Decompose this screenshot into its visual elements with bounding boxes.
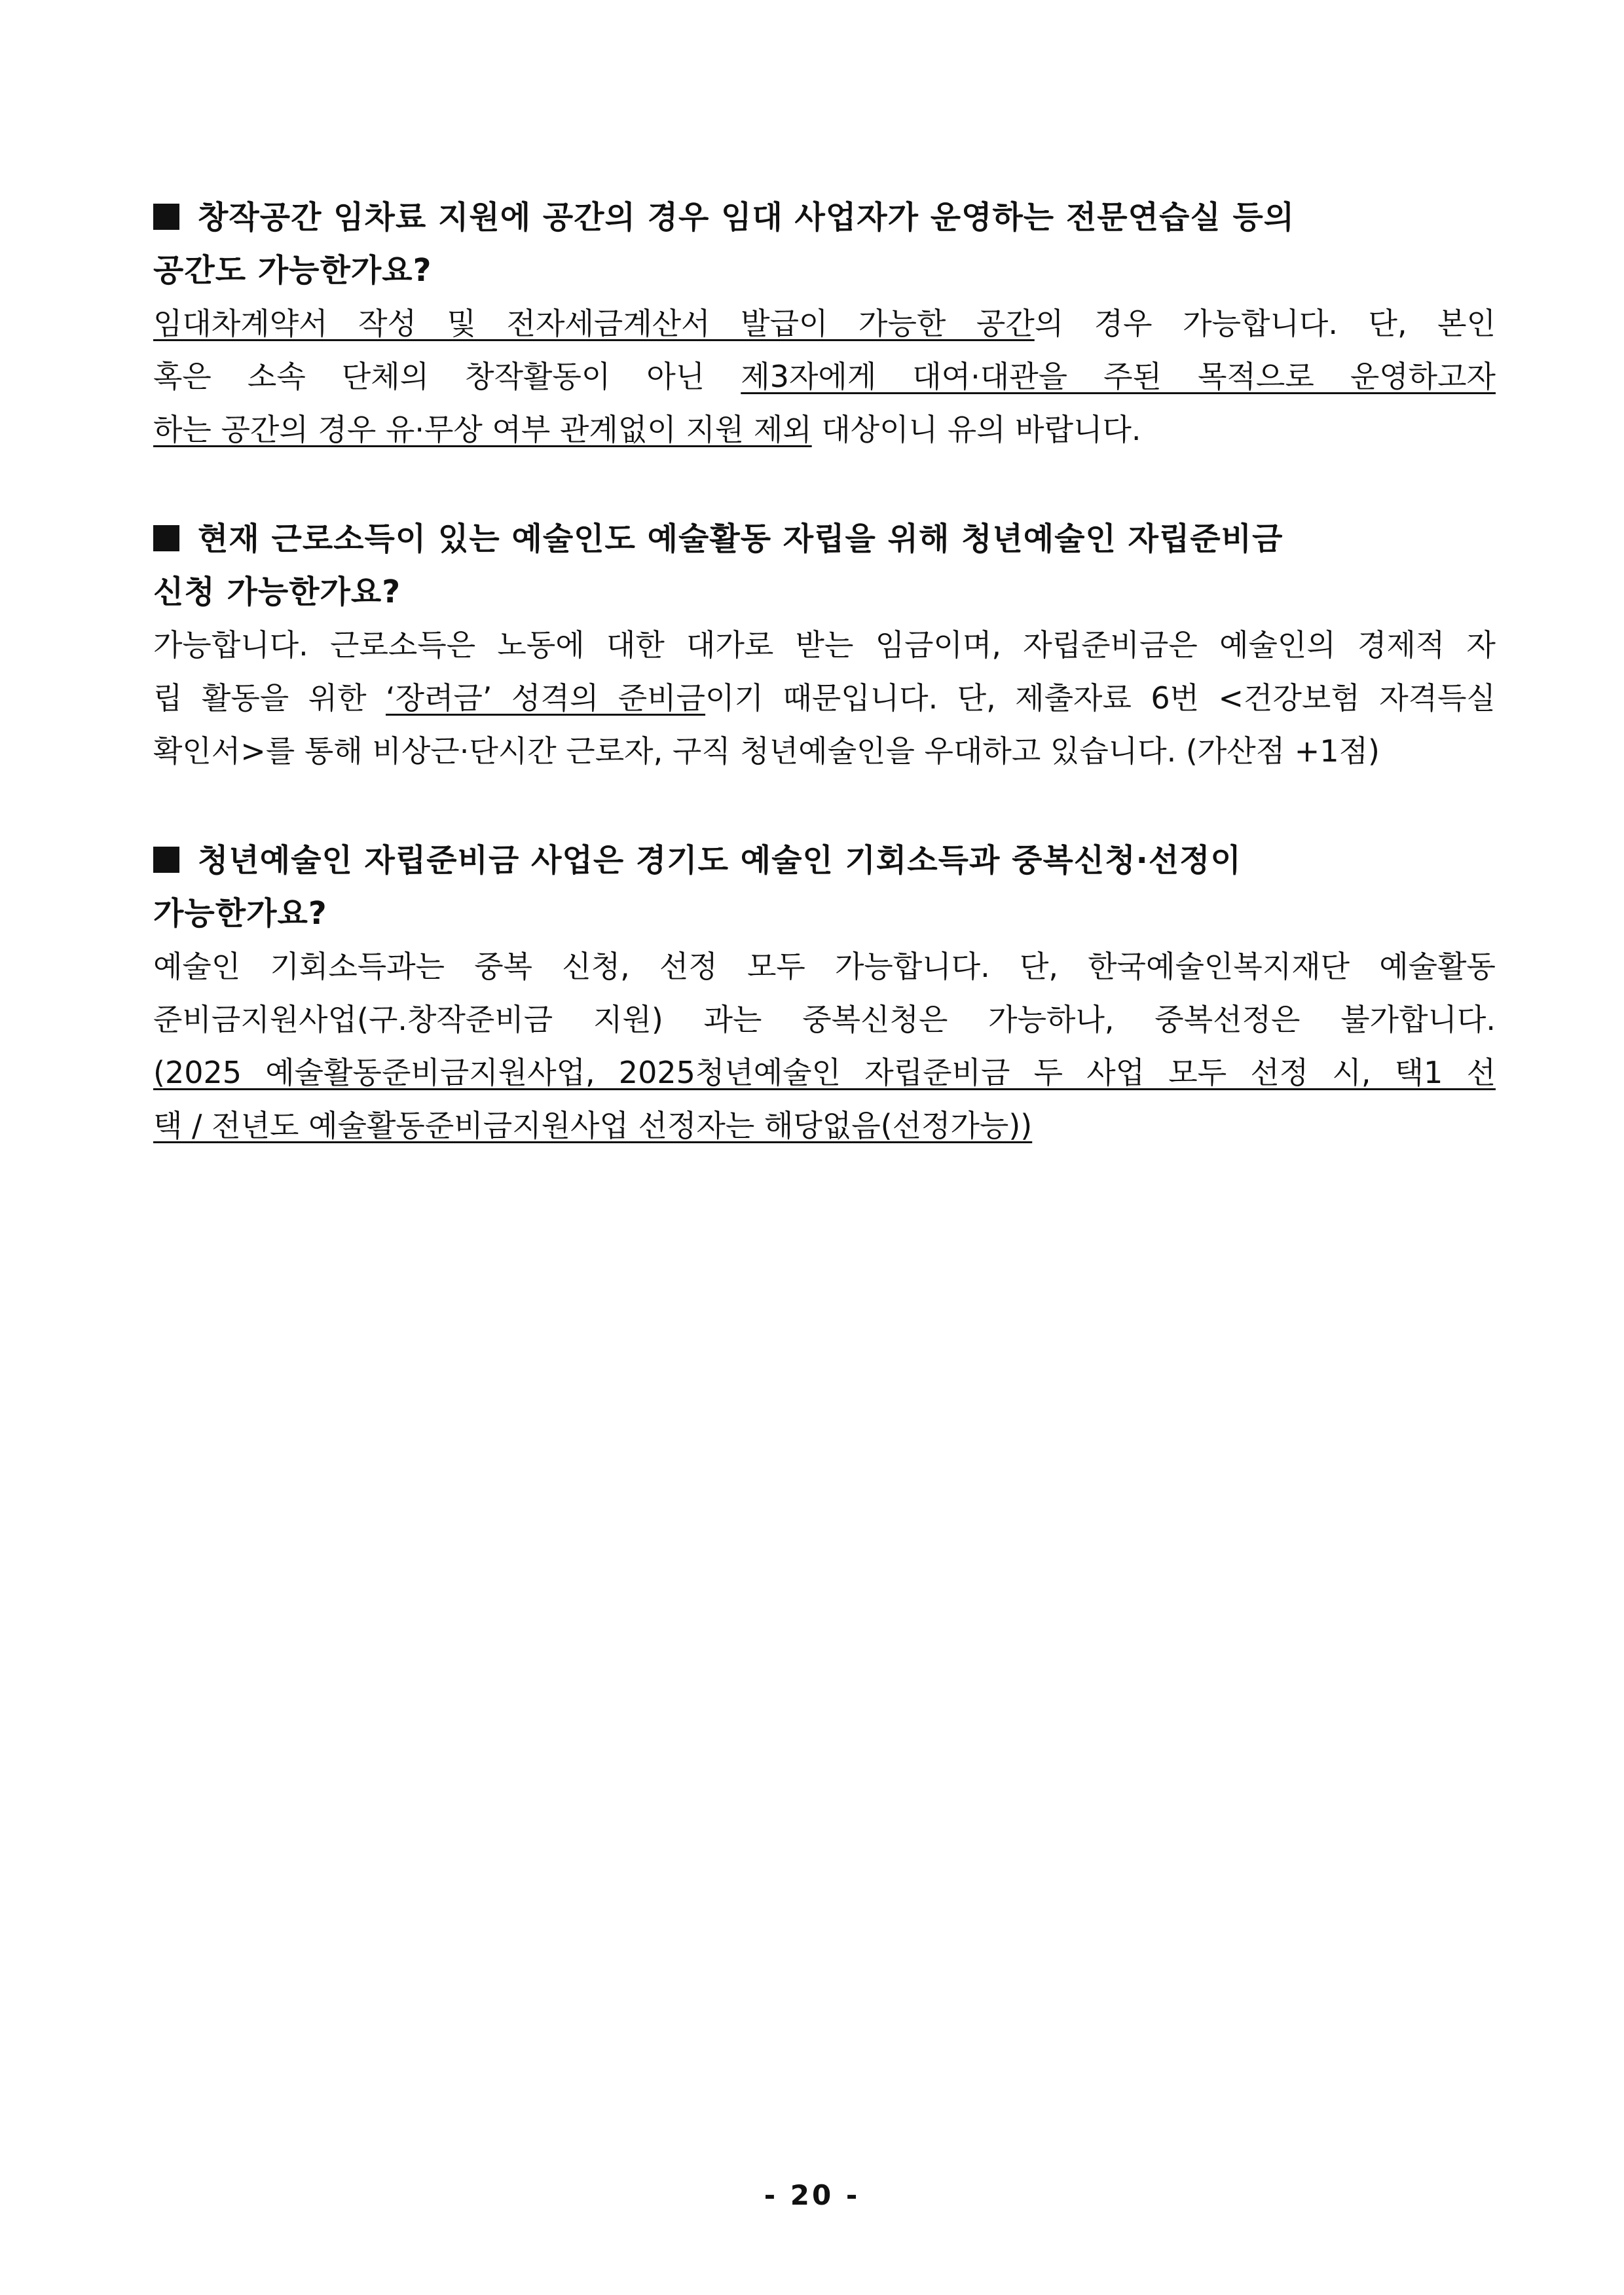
- answer-text: 의 경우 가능합니다. 단, 본인: [1034, 306, 1496, 341]
- underlined-text: (2025 예술활동준비금지원사업, 2025청년예술인 자립준비금 두 사업 모두 선정 시, 택1 선: [153, 1055, 1496, 1090]
- answer-line: [153, 619, 1496, 672]
- answer-text: 준비금지원사업(구.창작준비금 지원) 과는 중복신청은 가능하나, 중복선정은 불가합니다.: [153, 1002, 1496, 1037]
- question-line: 공간도 가능한가요?: [153, 252, 432, 289]
- faq-answer: [153, 619, 1496, 778]
- underlined-text: 제3자에게 대여·대관을 주된 목적으로 운영하고자: [741, 359, 1496, 394]
- faq-item: [153, 191, 1496, 456]
- answer-line: [153, 1099, 1496, 1152]
- answer-text: 확인서>를 통해 비상근·단시간 근로자, 구직 청년예술인을 우대하고 있습니다. (가산점 +1점): [153, 733, 1380, 769]
- page-number: - 20 -: [764, 2179, 860, 2211]
- question-line: 신청 가능한가요?: [153, 574, 401, 610]
- underlined-text: 택 / 전년도 예술활동준비금지원사업 선정자는 해당없음(선정가능)): [153, 1108, 1033, 1143]
- question-text: 청년예술인 자립준비금 사업은 경기도 예술인 기회소득과 중복신청·선정이: [198, 842, 1242, 879]
- faq-item: [153, 513, 1496, 778]
- underlined-text: ‘장려금’ 성격의 준비금: [385, 680, 706, 716]
- answer-text: 혹은 소속 단체의 창작활동이 아닌: [153, 359, 741, 394]
- answer-text: 대상이니 유의 바랍니다.: [811, 412, 1141, 447]
- faq-question: [153, 834, 1496, 940]
- black-square-icon: [153, 204, 179, 230]
- answer-text: 이기 때문입니다. 단, 제출자료 6번 <건강보험 자격득실: [705, 680, 1496, 716]
- question-line: [153, 834, 1496, 887]
- question-line: [153, 191, 1496, 244]
- faq-question: [153, 191, 1496, 297]
- answer-text: 립 활동을 위한: [153, 680, 386, 716]
- faq-answer: [153, 297, 1496, 456]
- question-text: 현재 근로소득이 있는 예술인도 예술활동 자립을 위해 청년예술인 자립준비금: [198, 521, 1283, 557]
- answer-text: 가능합니다. 근로소득은 노동에 대한 대가로 받는 임금이며, 자립준비금은 예술인의 경제적 자: [153, 627, 1496, 663]
- question-text: 창작공간 임차료 지원에 공간의 경우 임대 사업자가 운영하는 전문연습실 등의: [198, 199, 1295, 236]
- answer-line: [153, 1046, 1496, 1099]
- answer-line: [153, 993, 1496, 1046]
- faq-answer: [153, 940, 1496, 1152]
- faq-question: [153, 513, 1496, 619]
- answer-line: [153, 350, 1496, 403]
- answer-line: [153, 297, 1496, 350]
- faq-item: [153, 834, 1496, 1152]
- underlined-text: 하는 공간의 경우 유·무상 여부 관계없이 지원 제외: [153, 412, 812, 447]
- black-square-icon: [153, 847, 179, 873]
- answer-line: [153, 672, 1496, 725]
- question-line: [153, 513, 1496, 566]
- answer-line: [153, 940, 1496, 993]
- question-line: 가능한가요?: [153, 895, 327, 932]
- black-square-icon: [153, 525, 179, 551]
- answer-line: [153, 725, 1496, 778]
- answer-line: [153, 403, 1496, 456]
- answer-text: 예술인 기회소득과는 중복 신청, 선정 모두 가능합니다. 단, 한국예술인복지재단 예술활동: [153, 949, 1496, 984]
- underlined-text: 임대차계약서 작성 및 전자세금계산서 발급이 가능한 공간: [153, 306, 1035, 341]
